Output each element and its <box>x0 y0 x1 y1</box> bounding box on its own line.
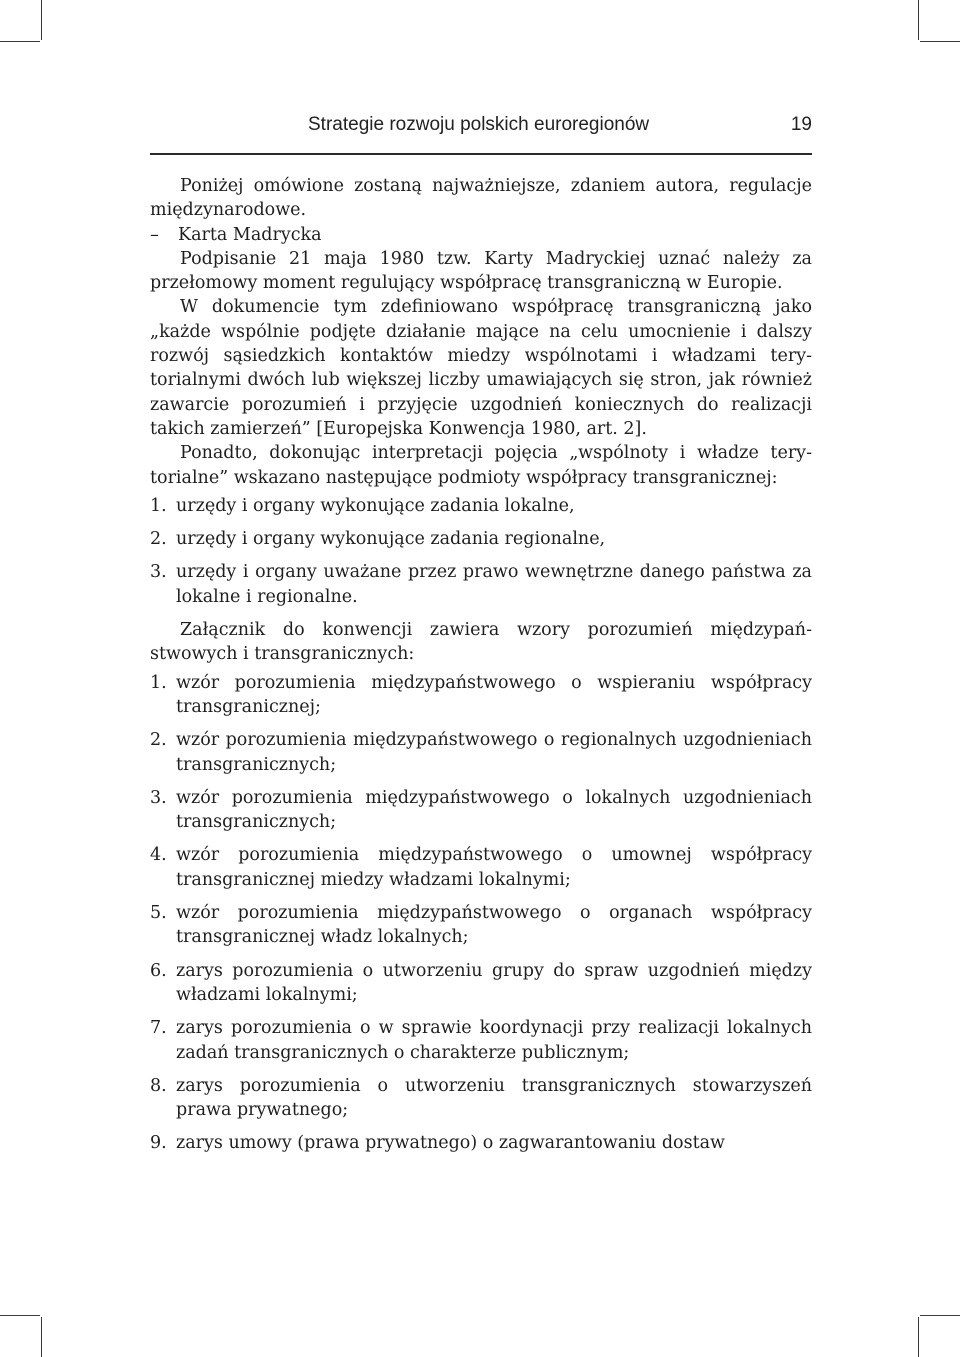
body-text <box>150 174 812 1165</box>
crop-mark-top-left-vertical <box>41 0 42 40</box>
list-item <box>150 786 812 835</box>
list-item <box>150 901 812 950</box>
paragraph-1: Podpisanie 21 maja 1980 tzw. Karty Madryckiej uznać należy za przełomowy moment regulujący współpracę transgraniczną w Europie. <box>150 248 812 294</box>
agreements-list <box>150 671 812 1156</box>
crop-mark-bottom-right-vertical <box>918 1317 919 1357</box>
crop-mark-bottom-right-horizontal <box>920 1315 960 1316</box>
list-item-text: wzór porozumienia międzypaństwowego o umownej współpracy transgranicznej miedzy władzami lokalnymi; <box>176 845 812 890</box>
list-item-text: urzędy i organy uważane przez prawo wewnętrzne danego państwa za lokalne i regionalne. <box>176 562 812 607</box>
list-item <box>150 560 812 609</box>
list-item-text: wzór porozumienia międzypaństwowego o lokalnych uzgodnieniach transgranicznych; <box>176 787 812 833</box>
list-item-text: wzór porozumienia międzypaństwowego o regionalnych uzgodnieniach transgranicznych; <box>176 730 812 775</box>
list-item <box>150 527 812 551</box>
list-item-number: 8. <box>150 1075 167 1096</box>
crop-mark-top-right-vertical <box>918 0 919 40</box>
list-item-text: wzór porozumienia międzypaństwowego o wspieraniu współpracy transgranicznej; <box>176 672 812 717</box>
list-item-text: zarys porozumienia o utworzeniu transgranicznych stowarzyszeń prawa prywatnego; <box>176 1075 812 1121</box>
crop-mark-top-left-horizontal <box>0 41 40 42</box>
entities-list <box>150 494 812 609</box>
list-item-text: zarys porozumienia o utworzeniu grupy do spraw uzgodnień między władzami lokalnymi; <box>176 960 812 1005</box>
running-header <box>150 114 812 140</box>
list-item <box>150 843 812 892</box>
dash-marker: – <box>150 224 159 245</box>
list-item-number: 5. <box>150 903 167 924</box>
list-item-text: zarys umowy (prawa prywatnego) o zagwarantowaniu dostaw <box>176 1133 726 1154</box>
crop-mark-bottom-left-vertical <box>41 1317 42 1357</box>
paragraph-2: W dokumencie tym zdefiniowano współpracę transgraniczną jako „każde wspólnie podjęte działanie mające na celu umocnienie i dalszy rozwój sąsiedzkich kontaktów miedzy wspólnotami i władzami terytorialnymi dwóch lub większej liczby umawiających się stron, jak również zawarcie porozumień i przyjęcie uzgodnień koniecznych do realizacji takich zamierzeń” [Europejska Konwencja 1980, art. 2]. <box>150 297 812 439</box>
list-item-text: wzór porozumienia międzypaństwowego o organach współpracy transgranicznej władz lokalnych; <box>176 903 812 948</box>
list-item-text: zarys porozumienia o w sprawie koordynacji przy realizacji lokalnych zadań transgranicznych o charakterze publicznym; <box>176 1018 812 1063</box>
list-item-number: 1. <box>150 495 167 516</box>
list-item-number: 4. <box>150 845 167 866</box>
list-item <box>150 1016 812 1065</box>
list-item <box>150 959 812 1008</box>
intro-paragraph: Poniżej omówione zostaną najważniejsze, zdaniem autora, regulacje międzynarodowe. <box>150 176 812 221</box>
section-title: Karta Madrycka <box>178 224 322 245</box>
list-item-text: urzędy i organy wykonujące zadania regionalne, <box>176 529 606 550</box>
list-item-text: urzędy i organy wykonujące zadania lokalne, <box>176 495 575 516</box>
list-item <box>150 671 812 720</box>
header-rule <box>150 153 812 155</box>
list-item-number: 6. <box>150 960 167 981</box>
list-item <box>150 1131 812 1155</box>
list-item <box>150 728 812 777</box>
crop-mark-bottom-left-horizontal <box>0 1315 40 1316</box>
list-item-number: 3. <box>150 562 167 583</box>
list-item-number: 2. <box>150 529 167 550</box>
list-item-number: 2. <box>150 730 167 751</box>
list-item-number: 3. <box>150 787 167 808</box>
paragraph-4: Załącznik do konwencji zawiera wzory porozumień międzypaństwowych i transgranicznych: <box>150 620 812 665</box>
crop-mark-top-right-horizontal <box>920 41 960 42</box>
list-item-number: 9. <box>150 1133 167 1154</box>
list-item <box>150 1074 812 1123</box>
list-item-number: 1. <box>150 672 167 693</box>
list-item-number: 7. <box>150 1018 167 1039</box>
list-item <box>150 494 812 518</box>
page-number: 19 <box>790 114 812 135</box>
paragraph-3: Ponadto, dokonując interpretacji pojęcia „wspólnoty i władze terytorialne” wskazano następujące podmioty współpracy transgranicznej: <box>150 443 812 488</box>
running-header-title: Strategie rozwoju polskich euroregionów <box>308 114 650 135</box>
section-heading <box>150 223 812 247</box>
